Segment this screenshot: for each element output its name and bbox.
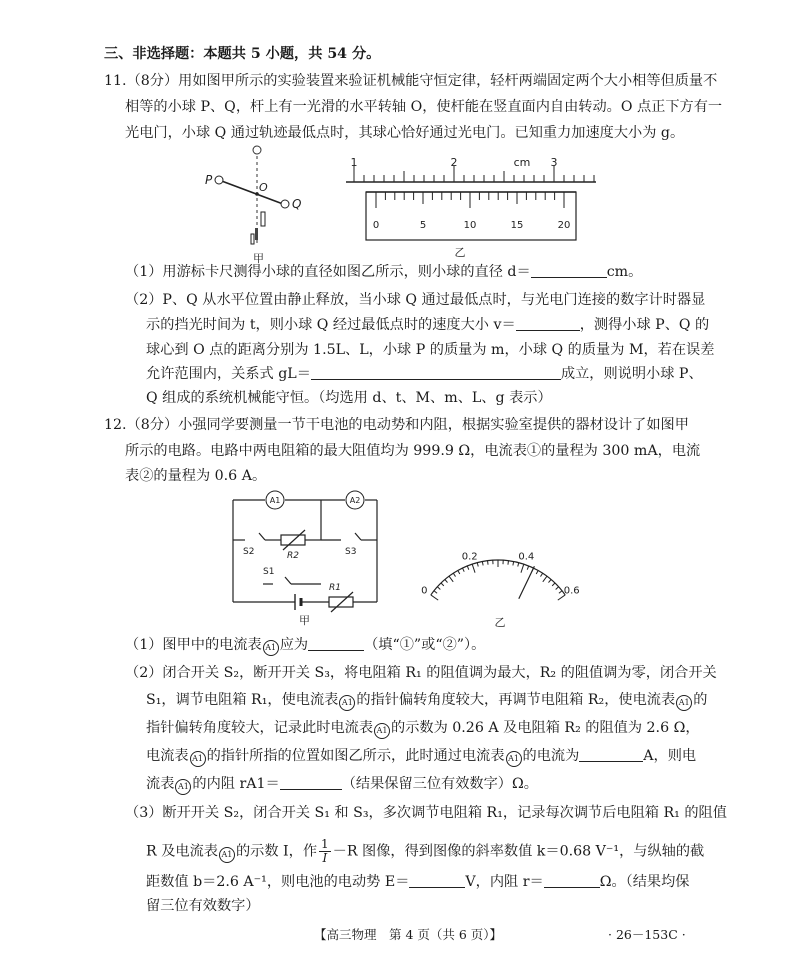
meter-tick [477, 563, 478, 567]
label-r2: R2 [287, 551, 299, 561]
main-tick-1: 1 [350, 156, 358, 169]
q12-part3-line1: （3）断开开关 S₂，闭合开关 S₁ 和 S₃，多次调节电阻箱 R₁，记录每次调节后电阻箱 R₁ 的阻值 [125, 805, 727, 821]
meter-ticks [431, 560, 565, 600]
figure-jia-apparatus [195, 138, 315, 268]
q11-line2: 相等的小球 P、Q，杆上有一光滑的水平转轴 O，使杆能在竖直面内自由转动。O 点正下方有一 [125, 99, 723, 115]
a1-circle-symbol: A1 [263, 640, 279, 656]
meter-label-0: 0 [421, 585, 428, 597]
vernier-tick-0: 0 [372, 220, 380, 231]
a1-circle-symbol: A1 [339, 695, 355, 711]
a1-circle-symbol: A1 [175, 779, 191, 795]
a1-circle-symbol: A1 [506, 751, 522, 767]
q12-part3-line2: R 及电流表 A1 的示数 I，作 $\frac{1}{I}$ －R 图像，得到图像的斜率数值 k＝0.68 V⁻¹，与纵轴的截 [146, 837, 705, 865]
label-s3: S3 [345, 547, 357, 557]
meter-tick [434, 591, 437, 593]
label-a1: A1 [269, 496, 281, 505]
q11-part1: （1）用游标卡尺测得小球的直径如图乙所示，则小球的直径 d＝ cm。 [125, 264, 643, 280]
q11-line3: 光电门，小球 Q 通过轨迹最低点时，其球心恰好通过光电门。已知重力加速度大小为 g。 [125, 125, 685, 141]
footer-code: · 26－153C · [608, 927, 686, 942]
caption-yi-meter: 乙 [494, 616, 506, 629]
main-unit: cm [513, 156, 531, 169]
figure-jia-circuit [225, 484, 385, 628]
q12-line2: 所示的电路。电路中两电阻箱的最大阻值均为 999.9 Ω，电流表①的量程为 300 mA，电流 [125, 443, 701, 459]
answer-blank-emf[interactable] [409, 872, 465, 888]
label-s2: S2 [243, 547, 255, 557]
answer-blank-ra1[interactable] [280, 774, 342, 790]
label-r1: R1 [329, 583, 341, 593]
figure-yi-vernier [340, 152, 600, 264]
q11-line1: 11.（8分）用如图甲所示的实验装置来验证机械能守恒定律，轻杆两端固定两个大小相等但质量不 [104, 73, 718, 89]
q11-part2-line2: 示的挡光时间为 t，则小球 Q 经过最低点时的速度大小 v＝ ，测得小球 P、Q 的 [146, 317, 710, 333]
ball-q [281, 200, 289, 208]
meter-tick [431, 595, 438, 600]
meter-tick [513, 562, 514, 566]
a1-circle-symbol: A1 [676, 695, 692, 711]
meter-tick [527, 566, 528, 570]
a1-circle-symbol: A1 [190, 751, 206, 767]
fraction-one-over-i: $\frac{1}{I}$ [321, 837, 329, 865]
answer-blank-r[interactable] [544, 872, 600, 888]
q12-part2-line1: （2）闭合开关 S₂，断开开关 S₃，将电阻箱 R₁ 的阻值调为最大，R₂ 的阻值调为零，闭合开关 [125, 665, 717, 681]
q12-line1: 12.（8分）小强同学要测量一节干电池的电动势和内阻，根据实验室提供的器材设计了如图甲 [104, 417, 689, 433]
label-s1: S1 [263, 567, 275, 577]
vernier-tick-15: 15 [510, 220, 524, 231]
meter-tick [445, 579, 448, 582]
q12-part2-line4: 电流表 A1 的指针所指的位置如图乙所示，此时通过电流表 A1 的电流为 A，则电 [146, 746, 696, 767]
meter-tick [543, 576, 547, 582]
meter-tick [540, 573, 542, 576]
vernier-tick-20: 20 [557, 220, 571, 231]
meter-tick [482, 562, 483, 566]
answer-blank-current[interactable] [579, 746, 643, 762]
section-title: 三、非选择题：本题共 5 小题，共 54 分。 [104, 46, 381, 62]
footer-page-info: 【高三物理 第 4 页（共 6 页）】 [314, 927, 503, 942]
q11-part2-line4: 允许范围内，关系式 gL＝ 成立，则说明小球 P、 [146, 366, 703, 382]
meter-tick [462, 568, 464, 572]
main-tick-2: 2 [450, 156, 458, 169]
q12-part2-line5: 流表 A1 的内阻 rA1＝ （结果保留三位有效数字）Ω。 [146, 774, 538, 795]
a1-circle-symbol: A1 [374, 723, 390, 739]
q11-part2-line1: （2）P、Q 从水平位置由静止释放，当小球 Q 通过最低点时，与光电门连接的数字计时器显 [125, 292, 706, 308]
label-q: Q [292, 197, 302, 211]
caption-jia: 甲 [253, 252, 264, 265]
meter-label-0-4: 0.4 [518, 551, 535, 563]
vernier-tick-10: 10 [463, 220, 477, 231]
meter-tick [552, 583, 555, 586]
meter-label-0-2: 0.2 [461, 551, 478, 563]
meter-label-0-6: 0.6 [563, 585, 580, 597]
caption-yi-11: 乙 [454, 246, 466, 259]
main-scale-ticks [354, 166, 594, 182]
ball-p [215, 176, 223, 184]
meter-tick [559, 591, 562, 593]
answer-blank-v[interactable] [516, 315, 580, 331]
meter-tick [437, 587, 440, 590]
label-o: O [259, 181, 268, 194]
meter-tick [521, 564, 524, 573]
q12-part3-line3: 距数值 b＝2.6 A⁻¹，则电池的电动势 E＝ V，内阻 r＝ Ω。（结果均保 [146, 874, 690, 890]
caption-jia-circuit: 甲 [299, 614, 310, 627]
label-p: P [205, 173, 213, 187]
q11-part2-line3: 球心到 O 点的距离分别为 1.5L、L，小球 P 的质量为 m，小球 Q 的质量为 M，若在误差 [146, 342, 715, 358]
answer-blank-ammeter[interactable] [308, 635, 364, 651]
meter-tick [518, 563, 519, 567]
answer-blank-gl[interactable] [311, 364, 561, 380]
meter-tick [508, 561, 509, 565]
q11-part2-line5: Q 组成的系统机械能守恒。（均选用 d、t、M、m、L、g 表示） [146, 390, 552, 406]
meter-tick [472, 564, 475, 573]
a1-circle-symbol: A1 [219, 847, 235, 863]
main-tick-3: 3 [550, 156, 558, 169]
q12-part1: （1）图甲中的电流表 A1 应为 （填“①”或“②”）。 [125, 635, 485, 656]
answer-blank-d[interactable] [531, 262, 607, 278]
q12-part2-line2: S₁，调节电阻箱 R₁，使电流表 A1 的指针偏转角度较大，再调节电阻箱 R₂，使电流表 A1 的 [146, 690, 707, 711]
meter-tick [449, 576, 453, 582]
q12-line3: 表②的量程为 0.6 A。 [125, 468, 267, 484]
q12-part2-line3: 指针偏转角度较大，记录此时电流表 A1 的示数为 0.26 A 及电阻箱 R₂ 的阻值为 2.6 Ω， [146, 718, 700, 739]
meter-tick [441, 583, 444, 586]
meter-tick [488, 561, 489, 565]
meter-tick [548, 579, 551, 582]
meter-tick [467, 566, 468, 570]
vernier-tick-5: 5 [419, 220, 427, 231]
meter-tick [458, 571, 460, 574]
q12-part3-line4: 留三位有效数字） [146, 898, 260, 914]
meter-tick [453, 573, 455, 576]
figure-yi-meter [418, 520, 578, 632]
label-a2: A2 [349, 496, 361, 505]
vernier-scale-ticks [376, 192, 564, 208]
meter-tick [536, 571, 538, 574]
meter-tick [556, 587, 559, 590]
